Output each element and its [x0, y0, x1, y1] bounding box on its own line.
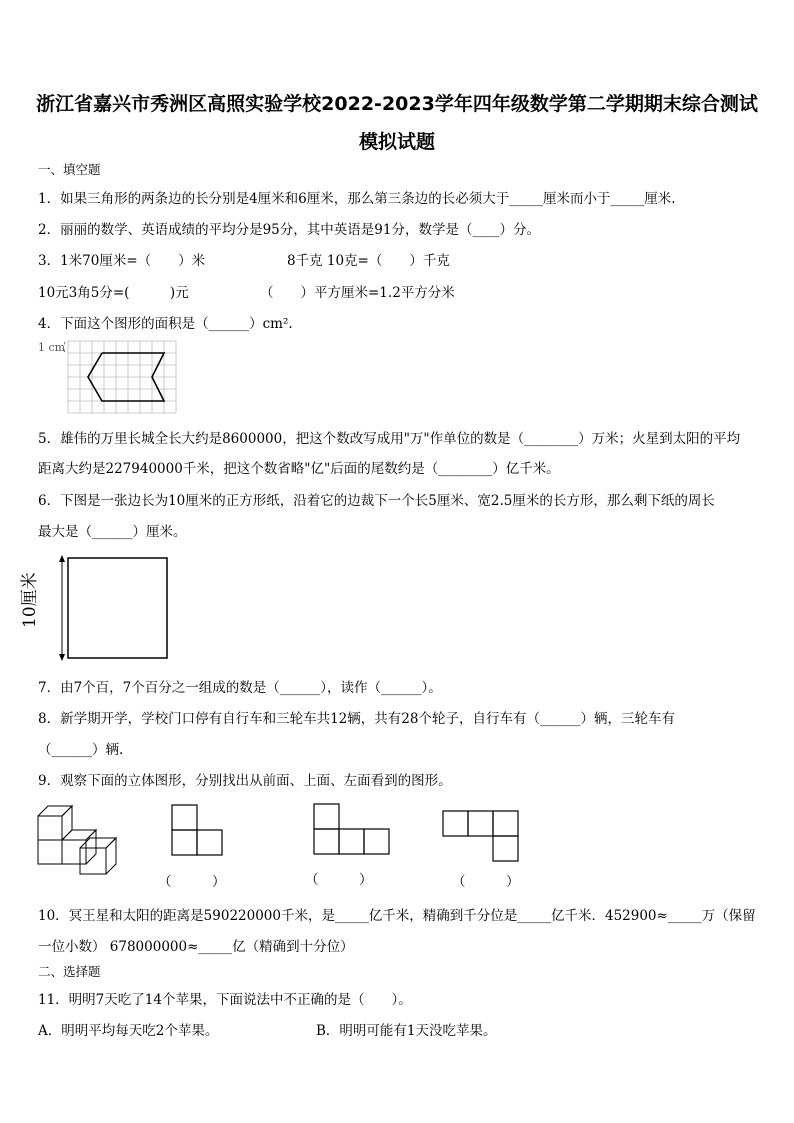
q9-answer-blank-3[interactable]: （ ）: [452, 874, 520, 890]
question-3b: 8千克 10克=（ ）千克: [287, 253, 450, 269]
question-6-line2: 最大是（______）厘米。: [38, 524, 187, 540]
q9-answer-blank-1[interactable]: （ ）: [158, 874, 226, 890]
section-choice-heading: 二、选择题: [38, 964, 101, 979]
question-2: 2．丽丽的数学、英语成绩的平均分是95分，其中英语是91分，数学是（____）分。: [38, 222, 540, 238]
question-4: 4．下面这个图形的面积是（______）cm².: [38, 316, 293, 332]
q4-grid-figure: [64, 339, 180, 415]
grid-scale-label: 1 cm: [38, 341, 66, 354]
q6-side-label: 10厘米: [20, 572, 40, 628]
q9-answer-blank-2[interactable]: （ ）: [305, 872, 373, 888]
q9-view-3: [441, 809, 521, 865]
q6-square-figure: [36, 553, 172, 663]
question-11-option-a[interactable]: A．明明平均每天吃2个苹果。: [38, 1023, 219, 1039]
question-7: 7．由7个百，7个百分之一组成的数是（______），读作（______）。: [38, 680, 442, 696]
question-3a: 3．1米70厘米=（ ）米: [38, 253, 206, 269]
question-10-line2: 一位小数） 678000000≈_____亿（精确到十分位）: [38, 939, 354, 955]
question-5-line2: 距离大约是227940000千米，把这个数省略"亿"后面的尾数约是（________）亿千米。: [38, 461, 560, 477]
section-fill-heading: 一、填空题: [38, 162, 101, 177]
q9-view-2: [312, 802, 392, 858]
q9-solid-figure: [36, 802, 126, 876]
question-5-line1: 5．雄伟的万里长城全长大约是8600000，把这个数改写成用"万"作单位的数是（________）万米；火星到太阳的平均: [38, 431, 741, 447]
q9-view-1: [170, 803, 226, 859]
question-11-option-b[interactable]: B．明明可能有1天没吃苹果。: [316, 1023, 497, 1039]
document-title-line2: 模拟试题: [358, 131, 435, 153]
document-title-line1: 浙江省嘉兴市秀洲区高照实验学校2022-2023学年四年级数学第二学期期末综合测试: [36, 93, 758, 115]
question-6-line1: 6．下图是一张边长为10厘米的正方形纸，沿着它的边裁下一个长5厘米、宽2.5厘米的长方形，那么剩下纸的周长: [38, 493, 715, 509]
question-1: 1．如果三角形的两条边的长分别是4厘米和6厘米，那么第三条边的长必须大于_____厘米而小于_____厘米.: [38, 191, 676, 207]
question-10-line1: 10．冥王星和太阳的距离是590220000千米，是_____亿千米，精确到千分位是_____亿千米．452900≈_____万（保留: [38, 908, 756, 924]
question-9: 9．观察下面的立体图形，分别找出从前面、上面、左面看到的图形。: [38, 773, 452, 789]
question-8-line1: 8．新学期开学，学校门口停有自行车和三轮车共12辆，共有28个轮子，自行车有（______）辆，三轮车有: [38, 711, 675, 727]
question-8-line2: （______）辆.: [38, 742, 124, 758]
question-3d: （ ）平方厘米=1.2平方分米: [260, 285, 455, 301]
question-11: 11．明明7天吃了14个苹果，下面说法中不正确的是（ ）。: [38, 992, 412, 1008]
question-3c: 10元3角5分=( )元: [38, 285, 189, 301]
